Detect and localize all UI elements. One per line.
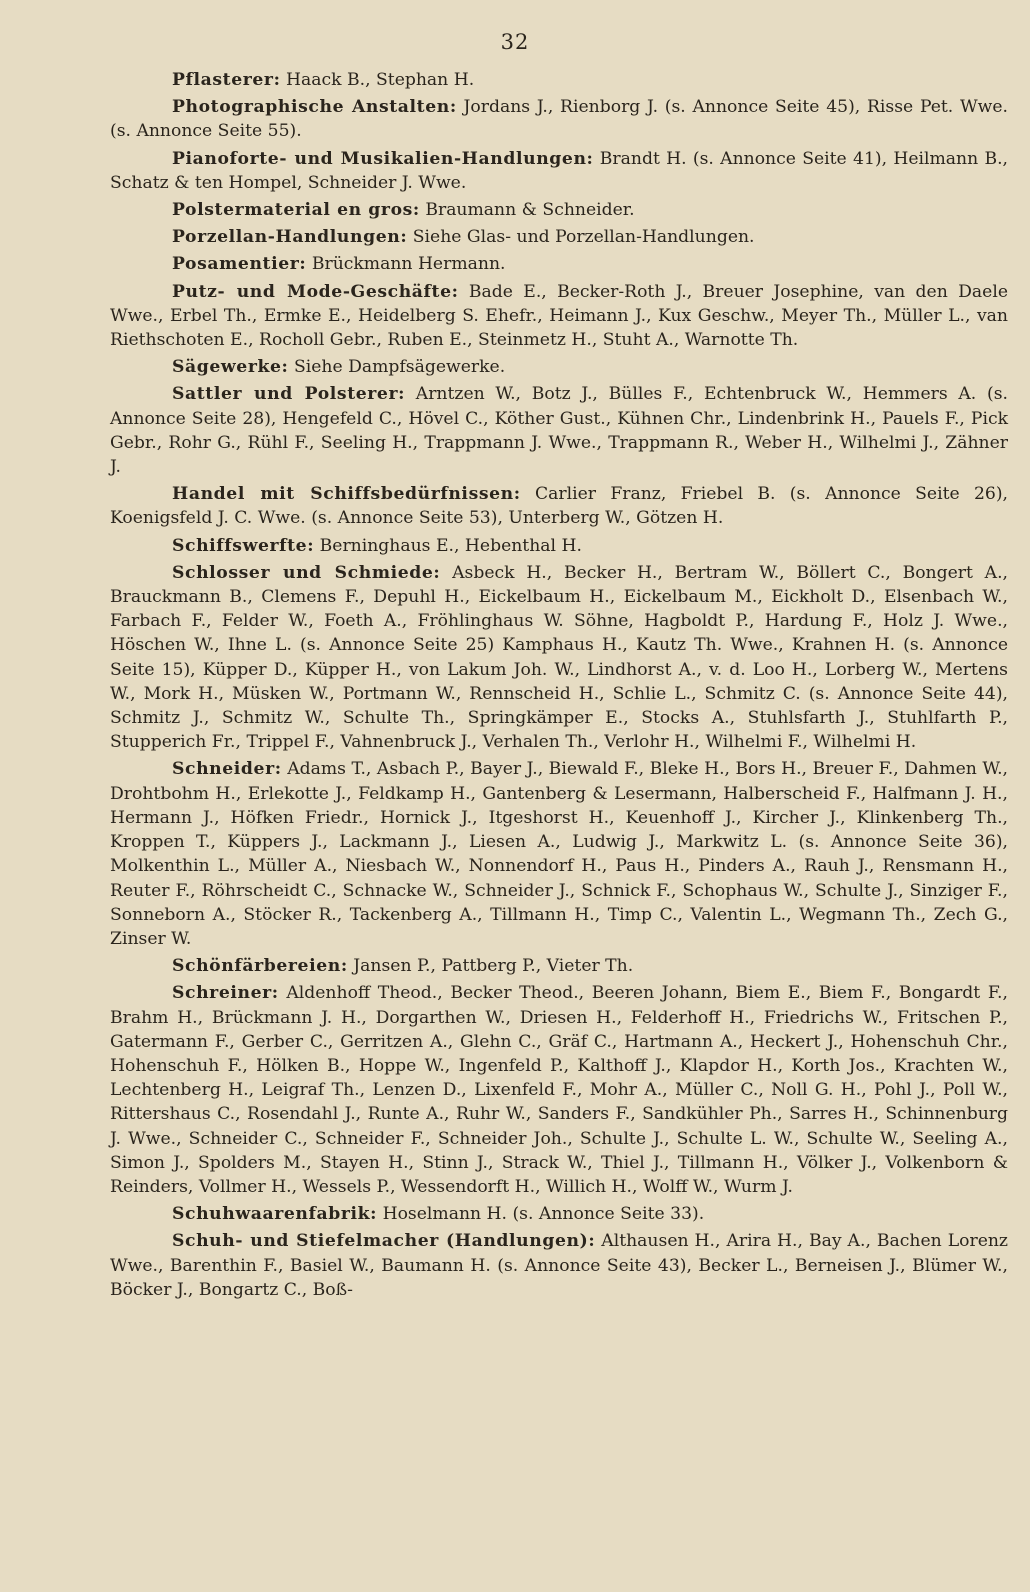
trade-heading: Schönfärbereien: [172,956,348,977]
directory-entry [110,757,1008,951]
trade-heading: Polstermaterial en gros: [172,200,420,221]
directory-entry [110,95,1008,143]
trade-heading: Pflasterer: [172,70,281,90]
page-number: 32 [500,30,530,54]
directory-entries [110,68,1008,1302]
directory-entry [110,198,1008,222]
trade-listing-names: Jordans J., Rienborg J. (s. Annonce Seite 45), Risse Pet. Wwe. (s. Annonce Seite 55). [110,97,1009,142]
trade-heading: Sägewerke: [172,357,289,378]
trade-heading: Schuhwaarenfabrik: [172,1204,378,1225]
directory-entry [110,482,1008,530]
trade-heading: Putz- und Mode-Geschäfte: [172,281,459,302]
trade-heading: Schuh- und Stiefelmacher (Handlungen): [172,1231,596,1252]
trade-listing-names: Adams T., Asbach P., Bayer J., Biewald F., Bleke H., Bors H., Breuer F., Dahmen W., Drohtbohm H., Erlekotte J., Feldkamp H., Gantenberg & Lesermann, Halberscheid F., Halfmann J. H., Hermann J., Höfken Friedr., Hornick J., Itgeshorst H., Keuenhoff J., Kircher J., Klinkenberg Th., Kroppen T., Küppers J., Lackmann J., Liesen A., Ludwig J., Markwitz L. (s. Annonce Seite 36), Molkenthin L., Müller A., Niesbach W., Nonnendorf H., Paus H., Pinders A., Rauh J., Rensmann H., Reuter F., Röhrscheidt C., Schnacke W., Schneider J., Schnick F., Schophaus W., Schulte J., Sinziger F., Sonneborn A., Stöcker R., Tackenberg A., Tillmann H., Timp C., Valentin L., Wegmann Th., Zech G., Zinser W. [110,759,1008,949]
directory-entry [110,355,1008,379]
directory-entry [110,534,1008,558]
trade-listing-names: Braumann & Schneider. [425,200,635,221]
trade-listing-names: Althausen H., Arira H., Bay A., Bachen Lorenz Wwe., Barenthin F., Basiel W., Baumann H. (s. Annonce Seite 43), Becker L., Berneisen J., Blümer W., Böcker J., Bongartz C., Boß- [110,1231,1008,1300]
trade-listing-names: Siehe Dampfsägewerke. [293,357,506,378]
trade-listing-names: Brandt H. (s. Annonce Seite 41), Heilmann B., Schatz & ten Hompel, Schneider J. Wwe. [110,148,1009,193]
trade-heading: Porzellan-Handlungen: [172,227,408,248]
trade-listing-names: Jansen P., Pattberg P., Vieter Th. [353,956,634,977]
trade-listing-names: Bade E., Becker-Roth J., Breuer Josephine, van den Daele Wwe., Erbel Th., Ermke E., Heidelberg S. Ehefr., Heimann J., Kux Geschw., Meyer Th., Müller L., van Riethschoten E., Rocholl Gebr., Ruben E., Steinmetz H., Stuht A., Warnotte Th. [110,281,1009,351]
directory-entry [110,561,1008,755]
trade-listing-names: Brückmann Hermann. [311,254,506,275]
trade-heading: Handel mit Schiffsbedürfnissen: [172,484,521,505]
trade-heading: Pianoforte- und Musikalien-Handlungen: [172,148,594,169]
directory-entry [110,981,1008,1199]
directory-entry [110,1229,1008,1302]
trade-heading: Sattler und Polsterer: [172,384,406,405]
directory-entry [110,225,1008,249]
directory-entry [110,68,1008,92]
trade-heading: Schneider: [172,759,282,780]
trade-listing-names: Asbeck H., Becker H., Bertram W., Böllert C., Bongert A., Brauckmann B., Clemens F., Depuhl H., Eickelbaum H., Eickelbaum M., Eickholt D., Elsenbach W., Farbach F., Felder W., Foeth A., Fröhlinghaus W. Söhne, Hagboldt P., Hardung F., Holz J. Wwe., Höschen W., Ihne L. (s. Annonce Seite 25) Kamphaus H., Kautz Th. Wwe., Krahnen H. (s. Annonce Seite 15), Küpper D., Küpper H., von Lakum Joh. W., Lindhorst A., v. d. Loo H., Lorberg W., Mertens W., Mork H., Müsken W., Portmann W., Rennscheid H., Schlie L., Schmitz C. (s. Annonce Seite 44), Schmitz J., Schmitz W., Schulte Th., Springkämper E., Stocks A., Stuhlsfarth J., Stuhlfarth P., Stupperich Fr., Trippel F., Vahnenbruck J., Verhalen Th., Verlohr H., Wilhelmi F., Wilhelmi H. [110,562,1008,753]
directory-entry [110,382,1008,479]
trade-heading: Schiffswerfte: [172,535,315,556]
directory-entry [110,252,1008,276]
trade-listing-names: Haack B., Stephan H. [286,70,475,90]
trade-listing-names: Carlier Franz, Friebel B. (s. Annonce Seite 26), Koenigsfeld J. C. Wwe. (s. Annonce Seite 53), Unterberg W., Götzen H. [110,484,1009,529]
directory-entry [110,280,1008,353]
trade-heading: Schlosser und Schmiede: [172,562,441,583]
trade-heading: Photographische Anstalten: [172,97,457,118]
directory-entry [110,147,1008,195]
trade-listing-names: Hoselmann H. (s. Annonce Seite 33). [382,1204,705,1225]
trade-listing-names: Arntzen W., Botz J., Bülles F., Echtenbruck W., Hemmers A. (s. Annonce Seite 28), Hengefeld C., Hövel C., Köther Gust., Kühnen Chr., Lindenbrink H., Pauels F., Pick Gebr., Rohr G., Rühl F., Seeling H., Trappmann J. Wwe., Trappmann R., Weber H., Wilhelmi J., Zähner J. [110,384,1008,478]
trade-heading: Posamentier: [172,254,307,275]
directory-entry [110,954,1008,978]
trade-listing-names: Siehe Glas- und Porzellan-Handlungen. [412,227,755,248]
directory-entry [110,1202,1008,1226]
trade-listing-names: Aldenhoff Theod., Becker Theod., Beeren Johann, Biem E., Biem F., Bongardt F., Brahm H., Brückmann J. H., Dorgarthen W., Driesen H., Felderhoff H., Friedrichs W., Fritschen P., Gatermann F., Gerber C., Gerritzen A., Glehn C., Gräf C., Hartmann A., Heckert J., Hohenschuh Chr., Hohenschuh F., Hölken B., Hoppe W., Ingenfeld P., Kalthoff J., Klapdor H., Korth Jos., Krachten W., Lechtenberg H., Leigraf Th., Lenzen D., Lixenfeld F., Mohr A., Müller C., Noll G. H., Pohl J., Poll W., Rittershaus C., Rosendahl J., Runte A., Ruhr W., Sanders F., Sandkühler Ph., Sarres H., Schinnenburg J. Wwe., Schneider C., Schneider F., Schneider Joh., Schulte J., Schulte L. W., Schulte W., Seeling A., Simon J., Spolders M., Stayen H., Stinn J., Strack W., Thiel J., Tillmann H., Völker J., Volkenborn & Reinders, Vollmer H., Wessels P., Wessendorft H., Willich H., Wolff W., Wurm J. [110,983,1008,1197]
trade-heading: Schreiner: [172,983,279,1004]
trade-listing-names: Berninghaus E., Hebenthal H. [319,535,582,556]
